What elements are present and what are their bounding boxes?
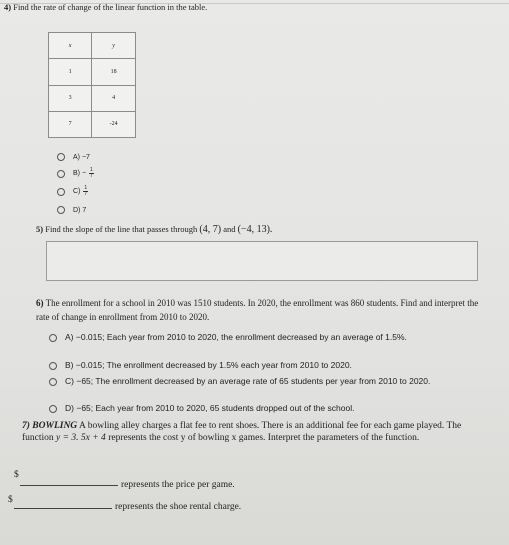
question-text: Find the rate of change of the linear function in the table. (13, 2, 208, 12)
question-text-continued: represents the cost y of bowling x games. Interpret the parameters of the function. (108, 433, 420, 443)
option-text: −7 (81, 153, 90, 161)
table-header-x: x (49, 33, 92, 59)
table-cell: 7 (49, 111, 92, 137)
radio-button[interactable] (57, 153, 65, 161)
currency-symbol: $ (8, 495, 13, 505)
option-letter: B) (65, 360, 74, 370)
question-text: Find the slope of the line that passes through (45, 224, 198, 234)
question-6-prompt (36, 296, 480, 324)
q4-option-a[interactable] (57, 153, 90, 161)
q4-option-c[interactable] (57, 186, 88, 197)
table-cell: 18 (92, 59, 136, 85)
answer-box[interactable] (46, 241, 478, 281)
option-letter: C) (65, 376, 74, 386)
option-sign: − (81, 170, 87, 177)
fraction (83, 186, 88, 197)
option-text: 7 (82, 206, 87, 214)
point-2: (−4, 13). (237, 224, 273, 235)
question-text: A bowling alley charges a flat fee to rent shoes. There is an additional fee for each game played. The function (22, 421, 462, 443)
table-cell: 1 (49, 59, 92, 85)
option-text: −0.015; The enrollment decreased by 1.5% each year from 2010 to 2020. (75, 360, 352, 370)
denominator: 7 (84, 191, 88, 197)
q6-option-d[interactable] (49, 404, 479, 413)
table-row (49, 59, 136, 85)
table-cell: -24 (92, 111, 136, 137)
radio-button[interactable] (49, 378, 57, 386)
question-text: The enrollment for a school in 2010 was 1510 students. In 2020, the enrollment was 860 students. Find and interpret the rate of change in enrollment from 2010 to 2020. (36, 298, 479, 322)
fraction (89, 168, 94, 179)
blank-label: represents the shoe rental charge. (115, 502, 242, 512)
table-row (49, 111, 136, 137)
option-text: −65; Each year from 2010 to 2020, 65 students dropped out of the school. (76, 403, 355, 413)
equation: y = 3. 5x + 4 (56, 433, 106, 443)
option-text: −0.015; Each year from 2010 to 2020, the enrollment decreased by an average of 1.5%. (75, 332, 407, 342)
option-letter: D) (65, 403, 74, 413)
q4-option-b[interactable] (57, 168, 94, 179)
question-number: 6) (36, 298, 44, 308)
point-1: (4, 7) (199, 224, 222, 235)
answer-blank[interactable] (20, 485, 118, 486)
question-7-prompt (22, 420, 482, 444)
question-number: 5) (36, 224, 44, 234)
radio-button[interactable] (49, 334, 57, 342)
connector-text: and (223, 224, 236, 234)
radio-button[interactable] (57, 170, 65, 178)
q4-option-d[interactable] (57, 206, 86, 214)
answer-blank[interactable] (14, 508, 112, 509)
radio-button[interactable] (57, 188, 65, 196)
denominator: 7 (90, 173, 93, 179)
q6-option-b[interactable] (49, 361, 469, 370)
option-letter: C) (73, 188, 81, 195)
option-letter: A) (65, 332, 74, 342)
option-letter: D) (73, 206, 81, 214)
radio-button[interactable] (57, 206, 65, 214)
radio-button[interactable] (49, 362, 57, 370)
option-letter: A) (73, 153, 80, 161)
table-row (49, 85, 136, 111)
question-number: 7) (22, 421, 30, 431)
blank-label: represents the price per game. (121, 480, 235, 490)
table-cell: 4 (92, 85, 136, 111)
numerator: 1 (90, 167, 93, 173)
xy-table (48, 32, 136, 138)
table-header-row (49, 33, 136, 59)
question-number: 4) (4, 2, 12, 12)
q6-option-a[interactable] (49, 333, 459, 342)
question-title: BOWLING (32, 421, 78, 431)
numerator: 1 (84, 185, 88, 191)
currency-symbol: $ (14, 470, 19, 480)
radio-button[interactable] (49, 405, 57, 413)
option-text: −65; The enrollment decreased by an average rate of 65 students per year from 2010 to 2020. (76, 376, 431, 386)
table-header-y: y (92, 33, 136, 59)
option-letter: B) (73, 170, 80, 177)
question-4-prompt (4, 2, 207, 12)
q6-option-c[interactable] (49, 377, 479, 386)
table-cell: 3 (49, 85, 92, 111)
question-5-prompt (36, 224, 272, 235)
